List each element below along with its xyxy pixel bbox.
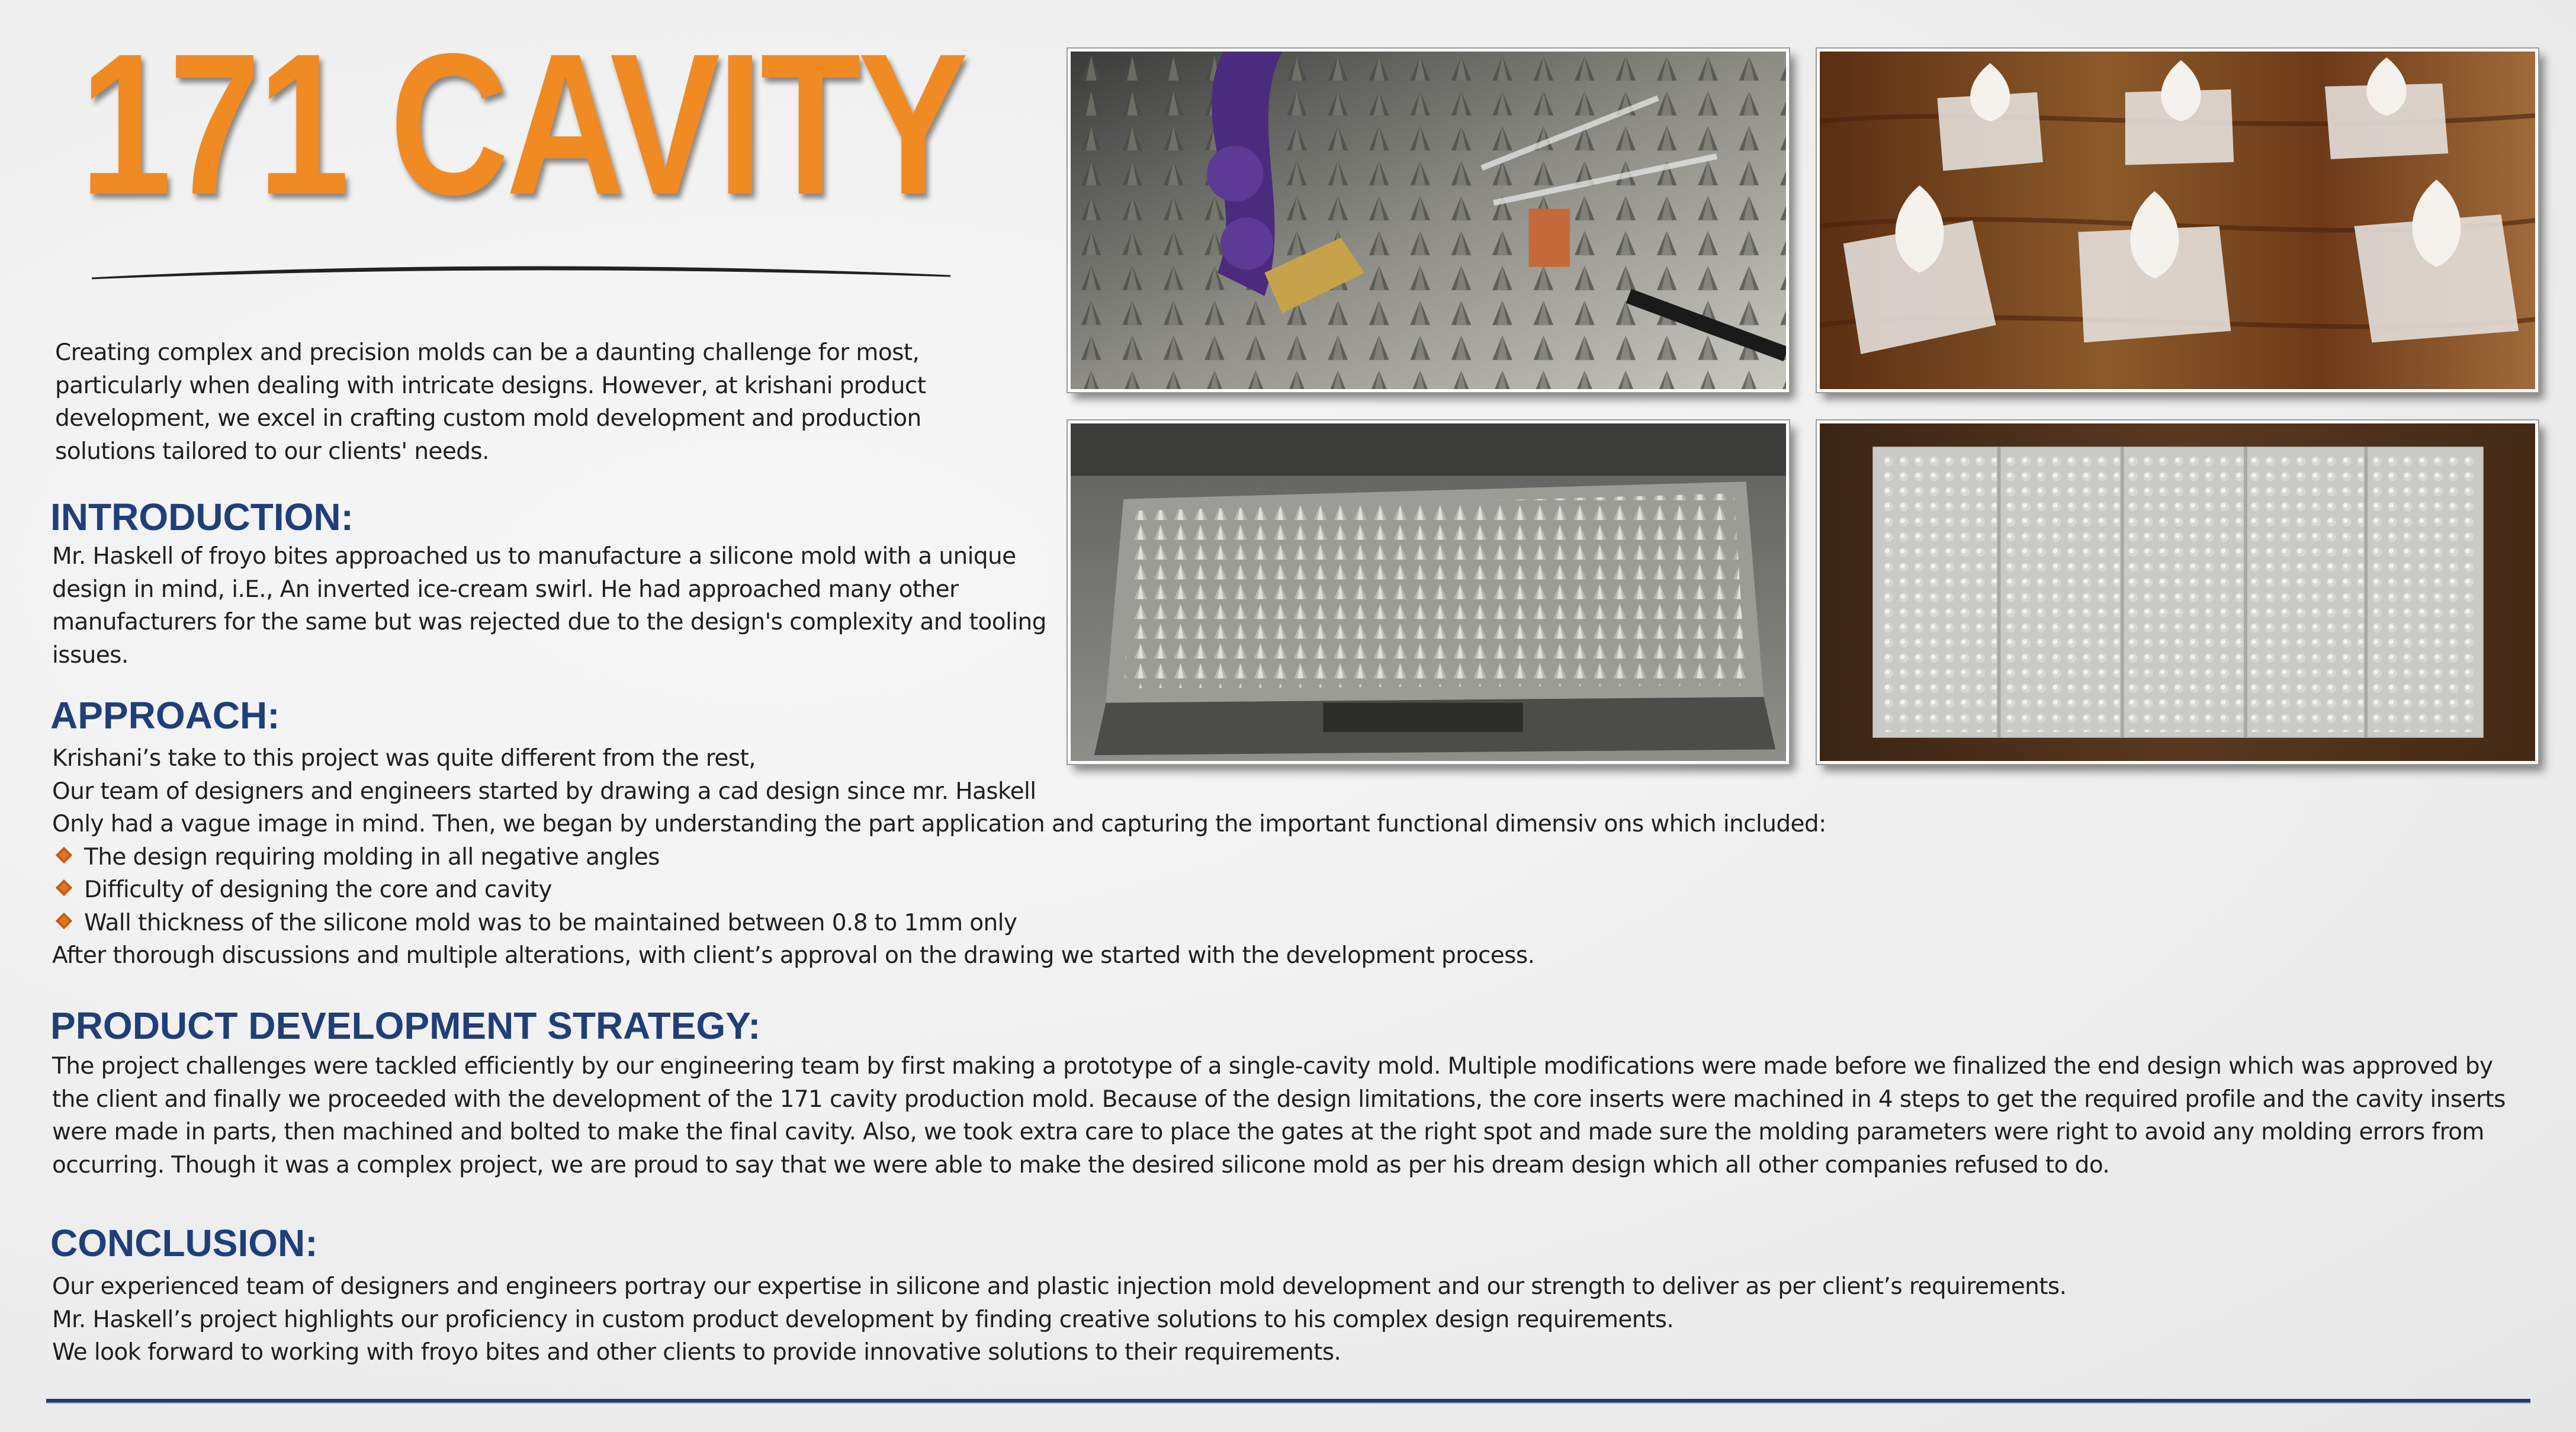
machining-photo — [1068, 49, 1789, 392]
title-underline-swoosh — [89, 261, 953, 284]
strategy-body — [52, 1050, 2506, 1181]
conclusion-body — [52, 1270, 2066, 1369]
introduction-body — [52, 540, 1046, 672]
body-line: were made in parts, then machined and bolted to make the final cavity. Also, we took extra care to place the gates at the right spot and made sure the molding parameters were right to avoid any molding errors from — [52, 1119, 2484, 1145]
bullet-text: Difficulty of designing the core and cavity — [84, 876, 552, 903]
body-line: After thorough discussions and multiple alterations, with client’s approval on the drawing we started with the development process. — [52, 942, 1535, 969]
body-line: Only had a vague image in mind. Then, we began by understanding the part application and capturing the important functional dimensiv ons which included: — [52, 811, 1826, 837]
body-line: Our experienced team of designers and engineers portray our expertise in silicone and plastic injection mold development and our strength to deliver as per client’s requirements. — [52, 1273, 2067, 1300]
body-line: Krishani’s take to this project was quite different from the rest, — [52, 745, 756, 772]
strategy-heading: PRODUCT DEVELOPMENT STRATEGY: — [50, 1004, 761, 1047]
intro-line: solutions tailored to our clients' needs. — [55, 438, 489, 465]
body-line: design in mind, i.E., An inverted ice-cream swirl. He had approached many other — [52, 576, 959, 603]
silicone-parts-photo — [1817, 49, 2538, 392]
bullet-text: The design requiring molding in all negative angles — [84, 843, 660, 871]
bullet-item — [52, 907, 1826, 940]
diamond-bullet-icon — [56, 879, 72, 896]
approach-heading: APPROACH: — [50, 694, 280, 737]
bullet-item — [52, 874, 1826, 907]
body-line: Mr. Haskell’s project highlights our proficiency in custom product development by finding creative solutions to his complex design requirements. — [52, 1306, 1674, 1333]
body-line: issues. — [52, 641, 129, 669]
body-line: manufacturers for the same but was rejected due to the design's complexity and tooling — [52, 609, 1046, 635]
introduction-heading: INTRODUCTION: — [50, 496, 354, 538]
silicone-mold-sheet-photo — [1817, 420, 2538, 764]
intro-line: Creating complex and precision molds can be a daunting challenge for most, — [55, 339, 920, 366]
body-line: The project challenges were tackled efficiently by our engineering team by first making a prototype of a single-cavity mold. Multiple modifications were made before we finalized the end design which was approved by — [52, 1053, 2493, 1080]
page-title: 171 CAVITY — [80, 12, 966, 237]
bottom-divider — [46, 1399, 2530, 1404]
intro-line: particularly when dealing with intricate designs. However, at krishani product — [55, 372, 926, 399]
approach-body — [52, 742, 1826, 972]
intro-paragraph — [55, 336, 926, 468]
intro-line: development, we excel in crafting custom mold development and production — [55, 405, 921, 432]
body-line: occurring. Though it was a complex project, we are proud to say that we were able to make the desired silicone mold as per his dream design which all other companies refused to do. — [52, 1151, 2110, 1179]
bullet-text: Wall thickness of the silicone mold was to be maintained between 0.8 to 1mm only — [84, 909, 1017, 936]
body-line: We look forward to working with froyo bites and other clients to provide innovative solutions to their requirements. — [52, 1339, 1341, 1366]
bullet-item — [52, 841, 1826, 874]
diamond-bullet-icon — [56, 846, 72, 863]
body-line: Our team of designers and engineers started by drawing a cad design since mr. Haskell — [52, 778, 1036, 805]
body-line: the client and finally we proceeded with the development of the 171 cavity production mold. Because of the design limitations, the core inserts were machined in 4 steps to get the required profile and the cavity inserts — [52, 1086, 2506, 1113]
conclusion-heading: CONCLUSION: — [50, 1222, 318, 1264]
diamond-bullet-icon — [56, 912, 72, 929]
mold-core-photo — [1068, 420, 1789, 764]
body-line: Mr. Haskell of froyo bites approached us to manufacture a silicone mold with a unique — [52, 543, 1016, 570]
